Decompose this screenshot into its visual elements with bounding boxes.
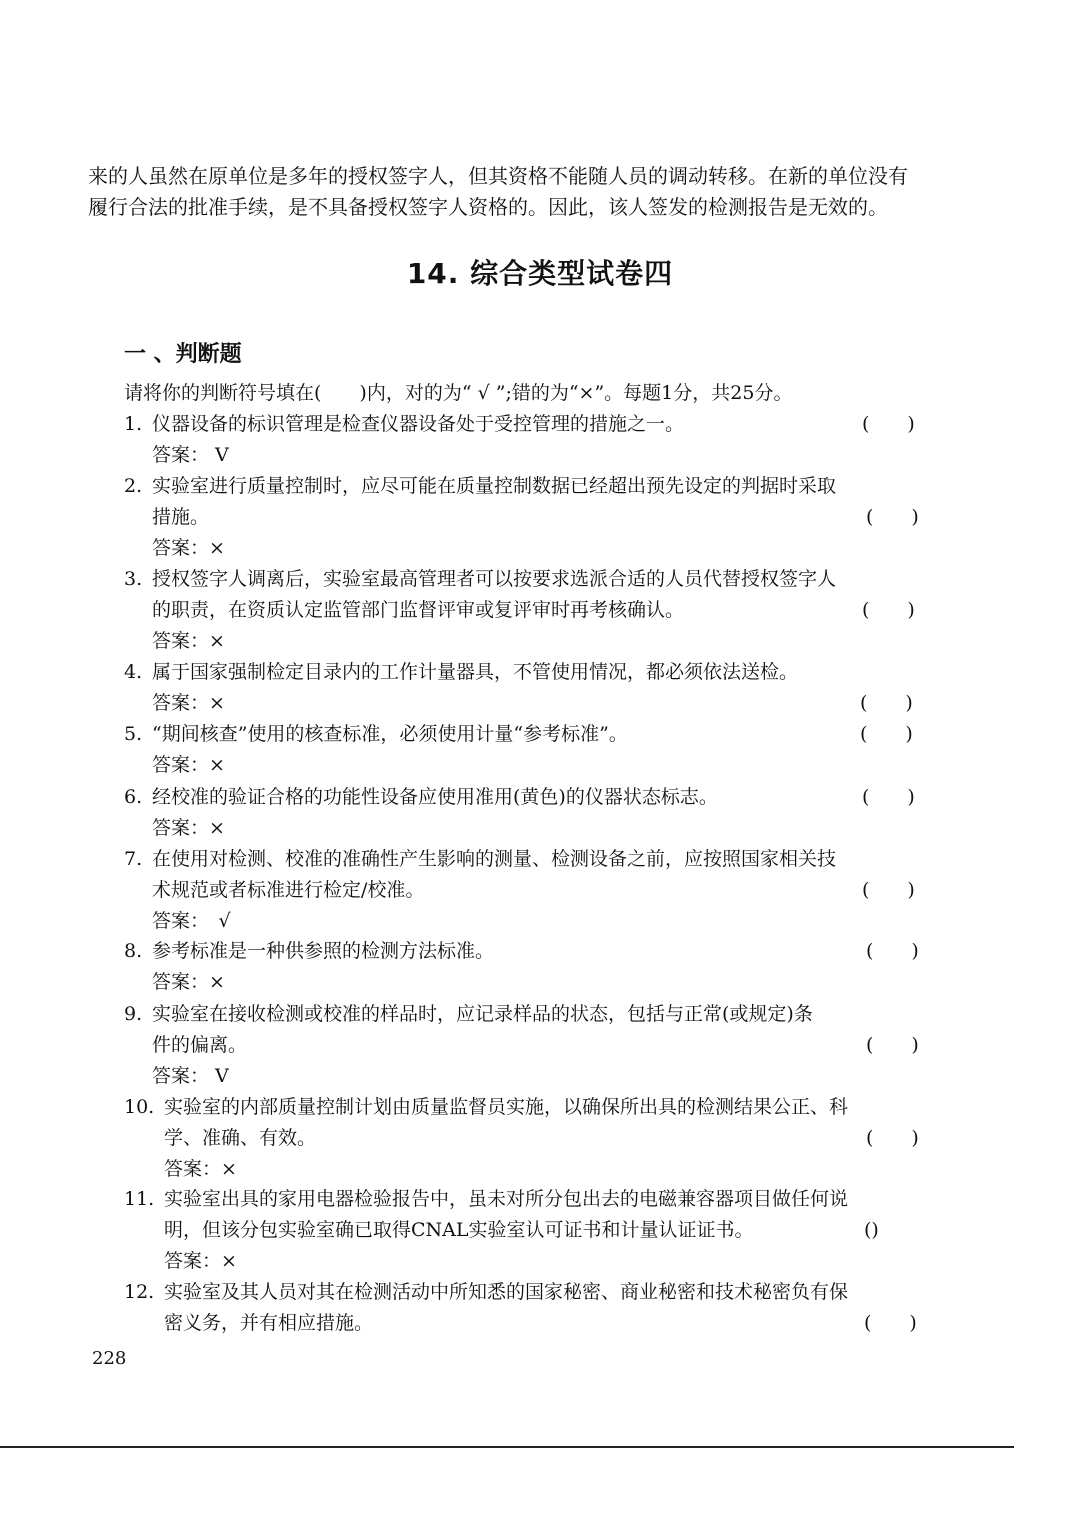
answer-blank: ( ) [860, 723, 913, 745]
answer-blank: ( ) [864, 1312, 917, 1334]
question-number: 12. [124, 1281, 155, 1303]
answer-text: 答案：× [152, 537, 225, 559]
question-number: 11. [124, 1188, 155, 1210]
answer-blank: ( ) [862, 599, 915, 621]
answer-blank: ( ) [866, 1034, 919, 1056]
page-title: 14. 综合类型试卷四 [406, 257, 674, 290]
question-text: 密义务，并有相应措施。 [164, 1312, 374, 1334]
question-text: 实验室在接收检测或校准的样品时，应记录样品的状态，包括与正常(或规定)条 [152, 1003, 813, 1025]
answer-blank: ( ) [862, 879, 915, 901]
question-number: 4. [124, 661, 143, 683]
answer-blank: ( ) [866, 506, 919, 528]
question-number: 2. [124, 475, 143, 497]
question-text: 在使用对检测、校准的准确性产生影响的测量、检测设备之前，应按照国家相关技 [152, 848, 837, 870]
answer-blank: ( ) [862, 786, 915, 808]
footer-rule [0, 1446, 1014, 1448]
question-text: 措施。 [152, 506, 210, 528]
question-number: 9. [124, 1003, 143, 1025]
answer-text: 答案：× [152, 754, 225, 776]
answer-text: 答案：× [152, 630, 225, 652]
answer-text: 答案： V [152, 1065, 229, 1087]
intro-line-2: 履行合法的批准手续，是不具备授权签字人资格的。因此，该人签发的检测报告是无效的。 [88, 195, 888, 219]
answer-blank: ( ) [866, 940, 919, 962]
question-text: 明，但该分包实验室确已取得CNAL实验室认可证书和计量认证证书。 [164, 1219, 754, 1241]
question-text: 仪器设备的标识管理是检查仪器设备处于受控管理的措施之一。 [152, 413, 685, 435]
answer-text: 答案：× [164, 1250, 237, 1272]
answer-text: 答案：× [152, 971, 225, 993]
section-instruction: 请将你的判断符号填在( )内，对的为“ √ ”;错的为“×”。每题1分，共25分。 [124, 382, 793, 404]
answer-blank: () [864, 1219, 879, 1241]
question-text: 实验室进行质量控制时，应尽可能在质量控制数据已经超出预先设定的判据时采取 [152, 475, 837, 497]
question-number: 6. [124, 786, 143, 808]
question-text: 实验室及其人员对其在检测活动中所知悉的国家秘密、商业秘密和技术秘密负有保 [164, 1281, 849, 1303]
question-text: 授权签字人调离后，实验室最高管理者可以按要求选派合适的人员代替授权签字人 [152, 568, 837, 590]
answer-blank: ( ) [862, 413, 915, 435]
page-number: 228 [92, 1348, 127, 1369]
question-number: 3. [124, 568, 143, 590]
question-text: 学、准确、有效。 [164, 1127, 317, 1149]
answer-text: 答案：× [152, 817, 225, 839]
question-number: 8. [124, 940, 143, 962]
answer-blank: ( ) [860, 692, 913, 714]
question-text: 术规范或者标准进行检定/校准。 [152, 879, 425, 901]
question-text: 的职责，在资质认定监管部门监督评审或复评审时再考核确认。 [152, 599, 685, 621]
question-text: 经校准的验证合格的功能性设备应使用准用(黄色)的仪器状态标志。 [152, 786, 718, 808]
answer-blank: ( ) [866, 1127, 919, 1149]
question-text: 实验室出具的家用电器检验报告中，虽未对所分包出去的电磁兼容器项目做任何说 [164, 1188, 849, 1210]
section-heading: 一 、判断题 [124, 342, 242, 367]
answer-text: 答案： V [152, 444, 229, 466]
question-text: 件的偏离。 [152, 1034, 248, 1056]
question-number: 1. [124, 413, 143, 435]
intro-line-1: 来的人虽然在原单位是多年的授权签字人，但其资格不能随人员的调动转移。在新的单位没有 [88, 164, 908, 188]
question-text: 属于国家强制检定目录内的工作计量器具，不管使用情况，都必须依法送检。 [152, 661, 799, 683]
question-number: 7. [124, 848, 143, 870]
question-number: 10. [124, 1096, 155, 1118]
question-text: “期间核查”使用的核查标准，必须使用计量“参考标准”。 [152, 723, 628, 745]
answer-text: 答案：× [152, 692, 225, 714]
answer-text: 答案：× [164, 1158, 237, 1180]
question-text: 参考标准是一种供参照的检测方法标准。 [152, 940, 495, 962]
answer-text: 答案： √ [152, 910, 231, 932]
question-text: 实验室的内部质量控制计划由质量监督员实施，以确保所出具的检测结果公正、科 [164, 1096, 849, 1118]
question-number: 5. [124, 723, 143, 745]
